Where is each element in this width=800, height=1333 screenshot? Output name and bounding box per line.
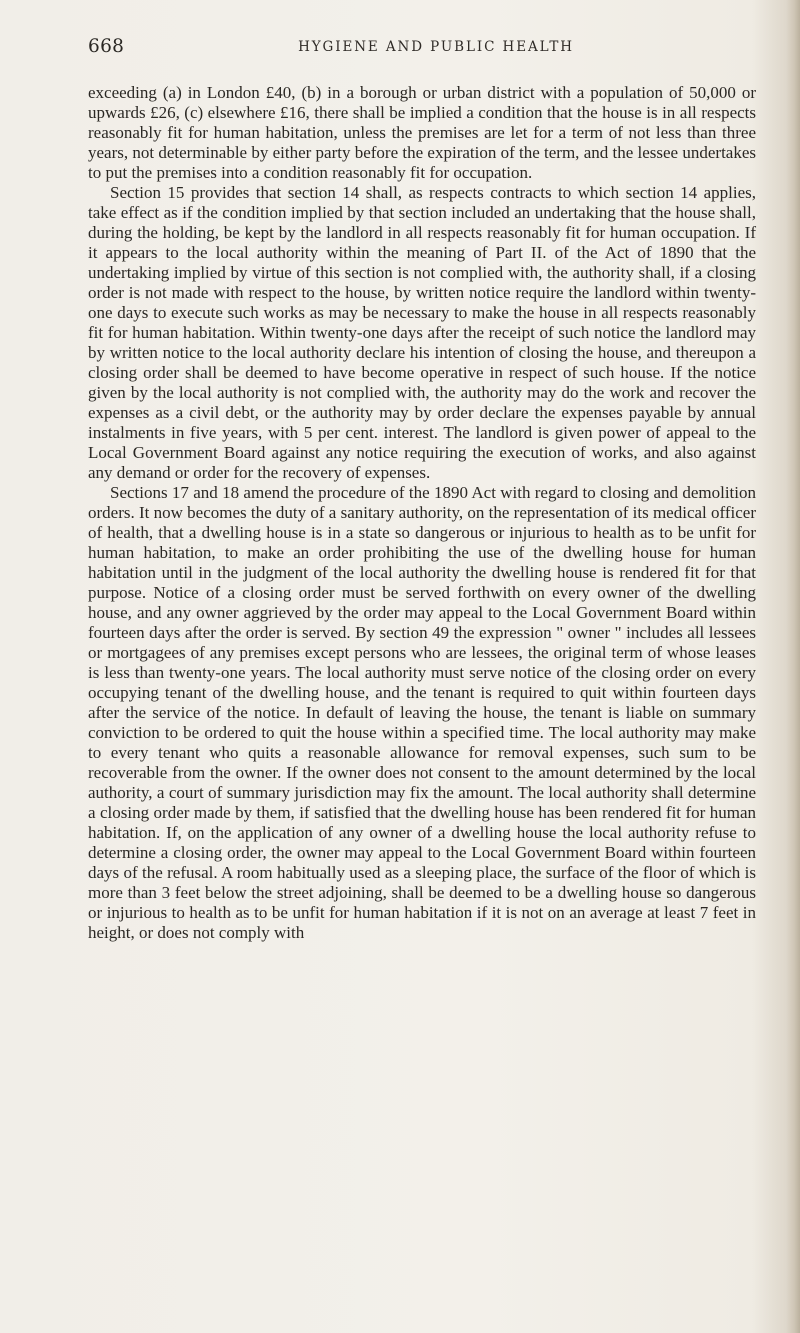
paragraph-1: exceeding (a) in London £40, (b) in a borough or urban district with a population of 50,000 or upwards £26, (c) elsewhere £16, there shall be implied a condition that the house is in all respects reasonably fit for human habitation, unless the premises are let for a term of not less than three years, not determinable by either party before the expiration of the term, and the lessee undertakes to put the premises into a condition reasonably fit for occupation. (88, 83, 756, 182)
page-header (88, 36, 754, 60)
paragraph-3: Sections 17 and 18 amend the procedure of the 1890 Act with regard to closing and demolition orders. It now becomes the duty of a sanitary authority, on the representation of its medical officer of health, that a dwelling house is in a state so dangerous or injurious to health as to be unfit for human habitation, to make an order prohibiting the use of the dwelling house for human habitation until in the judgment of the local authority the dwelling house is rendered fit for that purpose. Notice of a closing order must be served forthwith on every owner of the dwelling house, and any owner aggrieved by the order may appeal to the Local Government Board within fourteen days after the order is served. By section 49 the expression " owner " includes all lessees or mortgagees of any premises except persons who are lessees, the original term of whose leases is less than twenty-one years. The local authority must serve notice of the closing order on every occupying tenant of the dwelling house, and the tenant is required to quit within fourteen days after the service of the notice. In default of leaving the house, the tenant is liable on summary conviction to be ordered to quit the house within a specified time. The local authority may make to every tenant who quits a reasonable allowance for removal expenses, such sum to be recoverable from the owner. If the owner does not consent to the amount determined by the local authority, a court of summary jurisdiction may fix the amount. The local authority shall determine a closing order made by them, if satisfied that the dwelling house has been rendered fit for human habitation. If, on the application of any owner of a dwelling house the local authority refuse to determine a closing order, the owner may appeal to the Local Government Board within fourteen days of the refusal. A room habitually used as a sleeping place, the surface of the floor of which is more than 3 feet below the street adjoining, shall be deemed to be a dwelling house so dangerous or injurious to health as to be unfit for human habitation if it is not on an average at least 7 feet in height, or does not comply with (88, 483, 756, 942)
running-head: HYGIENE AND PUBLIC HEALTH (298, 39, 574, 55)
page-number: 668 (88, 36, 125, 57)
body-text (88, 83, 756, 943)
paragraph-2: Section 15 provides that section 14 shall, as respects contracts to which section 14 applies, take effect as if the condition implied by that section included an undertaking that the house shall, during the holding, be kept by the landlord in all respects reasonably fit for human occupation. If it appears to the local authority within the meaning of Part II. of the Act of 1890 that the undertaking implied by virtue of this section is not complied with, the authority shall, if a closing order is not made with respect to the house, by written notice require the landlord within twenty-one days to execute such works as may be necessary to make the house in all respects reasonably fit for human habitation. Within twenty-one days after the receipt of such notice the landlord may by written notice to the local authority declare his intention of closing the house, and thereupon a closing order shall be deemed to have become operative in respect of such house. If the notice given by the local authority is not complied with, the authority may do the work and recover the expenses as a civil debt, or the authority may by order declare the expenses payable by annual instalments in five years, with 5 per cent. interest. The landlord is given power of appeal to the Local Government Board against any notice requiring the execution of works, and also against any demand or order for the recovery of expenses. (88, 183, 756, 482)
page-edge-shadow (786, 0, 800, 1333)
